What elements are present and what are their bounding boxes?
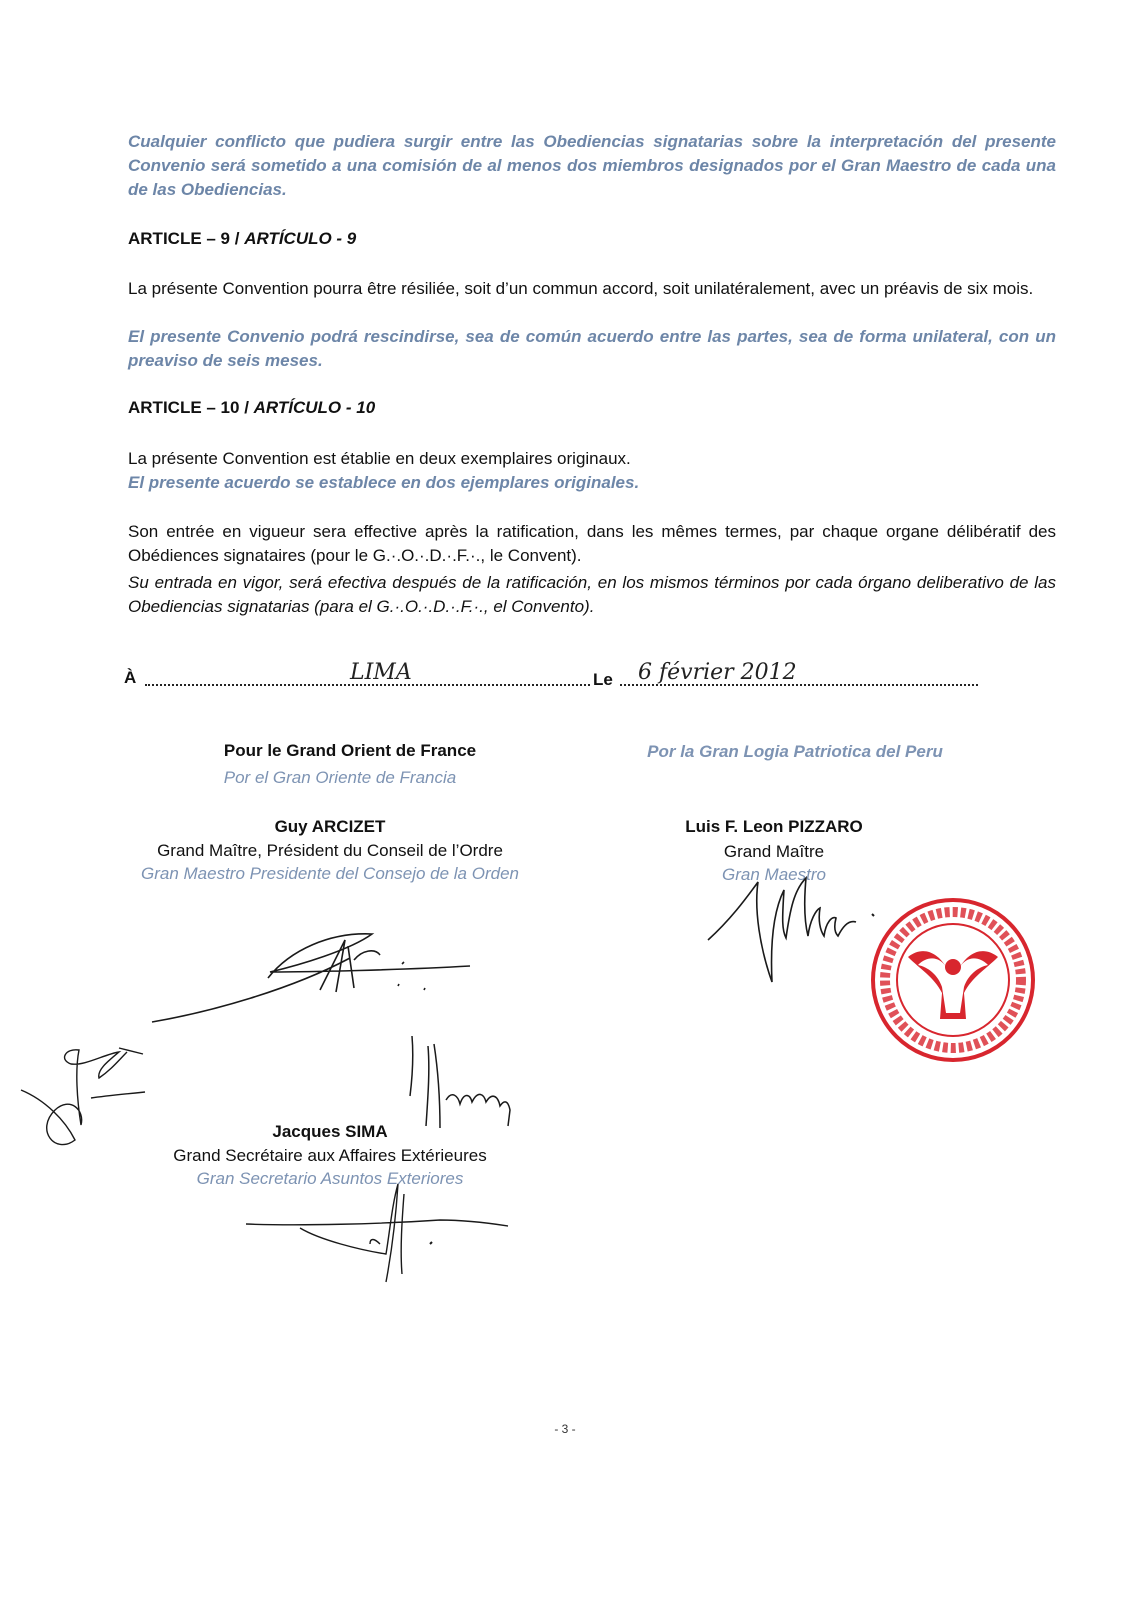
signer2-title-es: Gran Secretario Asuntos Exteriores (196, 1169, 464, 1188)
article-10-text-es: El presente acuerdo se establece en dos ejemplares originales. (128, 473, 640, 492)
article-9-heading-es: ARTÍCULO - 9 (244, 229, 357, 248)
conflict-clause-es: Cualquier conflicto que pudiera surgir entre las Obediencias signatarias sobre la interpretación del presente Convenio será sometido a una comisión de al menos dos miembros designados por el Gran Maestro de cada una de las Obediencias. (128, 132, 1056, 199)
signature-arcizet (140, 920, 480, 1030)
place-handwritten: LIMA (350, 660, 412, 685)
left-party-for-fr: Pour le Grand Orient de France (223, 741, 477, 760)
signer1-name: Guy ARCIZET (274, 817, 386, 836)
right-signer-title-fr: Grand Maître (723, 842, 825, 861)
article-10-heading-es: ARTÍCULO - 10 (253, 398, 376, 417)
date-label: Le (593, 670, 613, 689)
signature-sima-lower (240, 1180, 520, 1290)
article-9-heading (128, 229, 356, 249)
article-10-heading-fr: ARTICLE – 10 / (128, 398, 254, 417)
entry-into-force-fr: Son entrée en vigueur sera effective après la ratification, dans les mêmes termes, par chaque organe délibératif des Obédiences signataires (pour le G.·.O.·.D.·.F.·., le Convent). (128, 522, 1056, 565)
right-signer-title-es: Gran Maestro (722, 865, 826, 884)
signer2-name: Jacques SIMA (272, 1122, 388, 1141)
signer2-title-fr: Grand Secrétaire aux Affaires Extérieures (173, 1146, 487, 1165)
place-label: À (124, 668, 137, 687)
masonic-seal-icon (868, 895, 1038, 1065)
article-10-heading (128, 398, 375, 418)
signer1-title-fr: Grand Maître, Président du Conseil de l’Ordre (157, 841, 503, 860)
signature-sima-upper (400, 1030, 530, 1130)
right-signer-name: Luis F. Leon PIZZARO (685, 817, 863, 836)
article-10-text-fr: La présente Convention est établie en deux exemplaires originaux. (128, 449, 631, 468)
date-handwritten: 6 février 2012 (638, 660, 797, 685)
signer1-title-es: Gran Maestro Presidente del Consejo de la Orden (141, 864, 519, 883)
left-party-for-es: Por el Gran Oriente de Francia (223, 768, 457, 787)
page-number: - 3 - (554, 1422, 576, 1436)
right-party-for-es: Por la Gran Logia Patriotica del Peru (647, 742, 943, 761)
article-9-heading-fr: ARTICLE – 9 / (128, 229, 245, 248)
article-9-text-fr: La présente Convention pourra être résiliée, soit d’un commun accord, soit unilatéralement, avec un préavis de six mois. (128, 279, 1034, 298)
article-9-text-es: El presente Convenio podrá rescindirse, sea de común acuerdo entre las partes, sea de forma unilateral, con un preaviso de seis meses. (128, 327, 1056, 370)
entry-into-force-es: Su entrada en vigor, será efectiva después de la ratificación, en los mismos términos por cada órgano deliberativo de las Obediencias signatarias (para el G.·.O.·.D.·.F.·., el Convento). (128, 573, 1056, 616)
